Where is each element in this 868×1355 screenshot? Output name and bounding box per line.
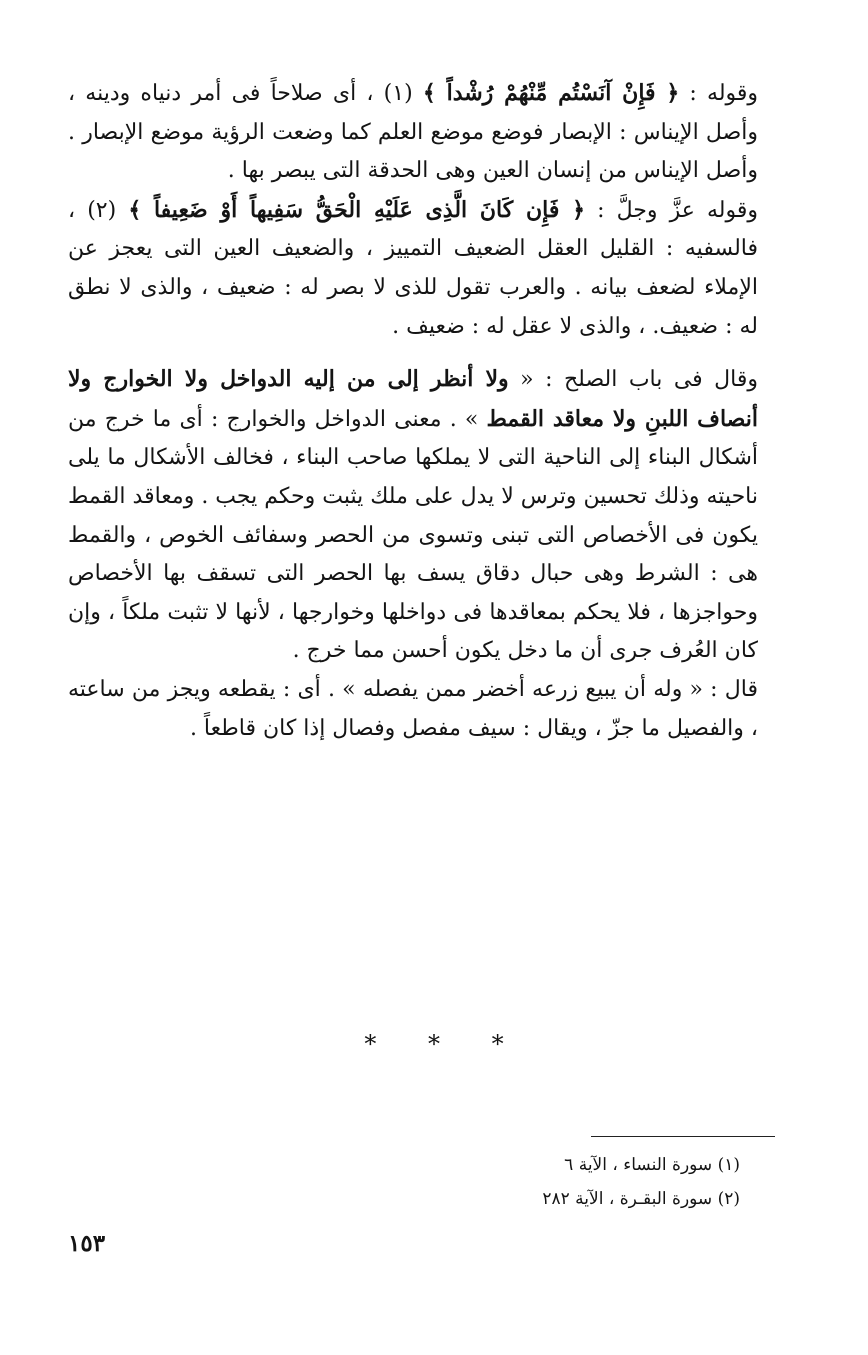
- paragraph-1: [68, 74, 798, 191]
- paragraph-3-intro: وقال فى باب الصلح : «: [508, 367, 758, 393]
- footnote-2: (٢) سورة البقـرة ، الآية ٢٨٢: [542, 1189, 740, 1209]
- footnote-mark-2: (٢): [75, 197, 129, 223]
- footnotes: [542, 1148, 740, 1216]
- quran-quote-1: ﴿ فَإِنْ آنَسْتُم مِّنْهُمْ رُشْداً ﴾: [422, 80, 680, 106]
- section-separator: * * *: [364, 1030, 526, 1058]
- paragraph-2-intro: وقوله عزَّ وجلَّ :: [585, 197, 758, 223]
- paragraph-3: [68, 360, 798, 671]
- footnote-mark-1: (١): [373, 81, 423, 106]
- page-number: ١٥٣: [68, 1230, 106, 1257]
- paragraph-4-text: قال : « وله أن يبيع زرعه أخضر ممن يفصله » . أى : يقطعه ويجز من ساعته ، والفصيل ما جزّ ، ويقال : سيف مفصل وفصال إذا كان قاطعاً .: [68, 676, 758, 741]
- main-text: [68, 74, 798, 748]
- footnote-1: (١) سورة النساء ، الآية ٦: [564, 1155, 740, 1175]
- paragraph-4: [68, 671, 798, 748]
- quoted-saying: ولا أنظر إلى من إليه الدواخل ولا الخوارج ولا أنصاف اللبنِ ولا معاقد القمط: [68, 366, 758, 432]
- paragraph-1-text: ، أى صلاحاً فى أمر دنياه ودينه ، وأصل الإيناس : الإبصار فوضع موضع العلم كما وضعت الرؤية موضع الإبصار . وأصل الإيناس من إنسان العين وهى الحدقة التى يبصر بها .: [68, 81, 758, 184]
- paragraph-2-text: ، فالسفيه : القليل العقل الضعيف التمييز ، والضعيف العين التى يعجز عن الإملاء لضعف بيانه . والعرب تقول للذى لا بصر له : ضعيف ، والذى لا نطق له : ضعيف. ، والذى لا عقل له : ضعيف .: [68, 197, 758, 339]
- quran-quote-2: ﴿ فَإِن كَانَ الَّذِى عَلَيْهِ الْحَقُّ سَفِيهاً أَوْ ضَعِيفاً ﴾: [128, 196, 586, 223]
- paragraph-2: [68, 191, 798, 346]
- paragraph-1-intro: وقوله :: [679, 81, 759, 106]
- footnote-divider: [591, 1136, 775, 1137]
- paragraph-3-text: » . معنى الدواخل والخوارج : أى ما خرج من أشكال البناء إلى الناحية التى لا يملكها صاحب البناء ، فخالف الأشكال ما يلى ناحيته وذلك تحسين وترس لا يدل على ملك يثبت وحكم يجب . ومعاقد القمط يكون فى الأخصاص التى تبنى وتسوى من الحصر وسفائف الخوص ، والقمط هى : الشرط وهى حبال دقاق يسف بها الحصر التى تسقف بها الأخصاص وحواجزها ، فلا يحكم بمعاقدها فى دواخلها وخوارجها ، لأنها لا تثبت ملكاً ، وإن كان العُرف جرى أن ما دخل يكون أحسن مما خرج .: [68, 406, 758, 664]
